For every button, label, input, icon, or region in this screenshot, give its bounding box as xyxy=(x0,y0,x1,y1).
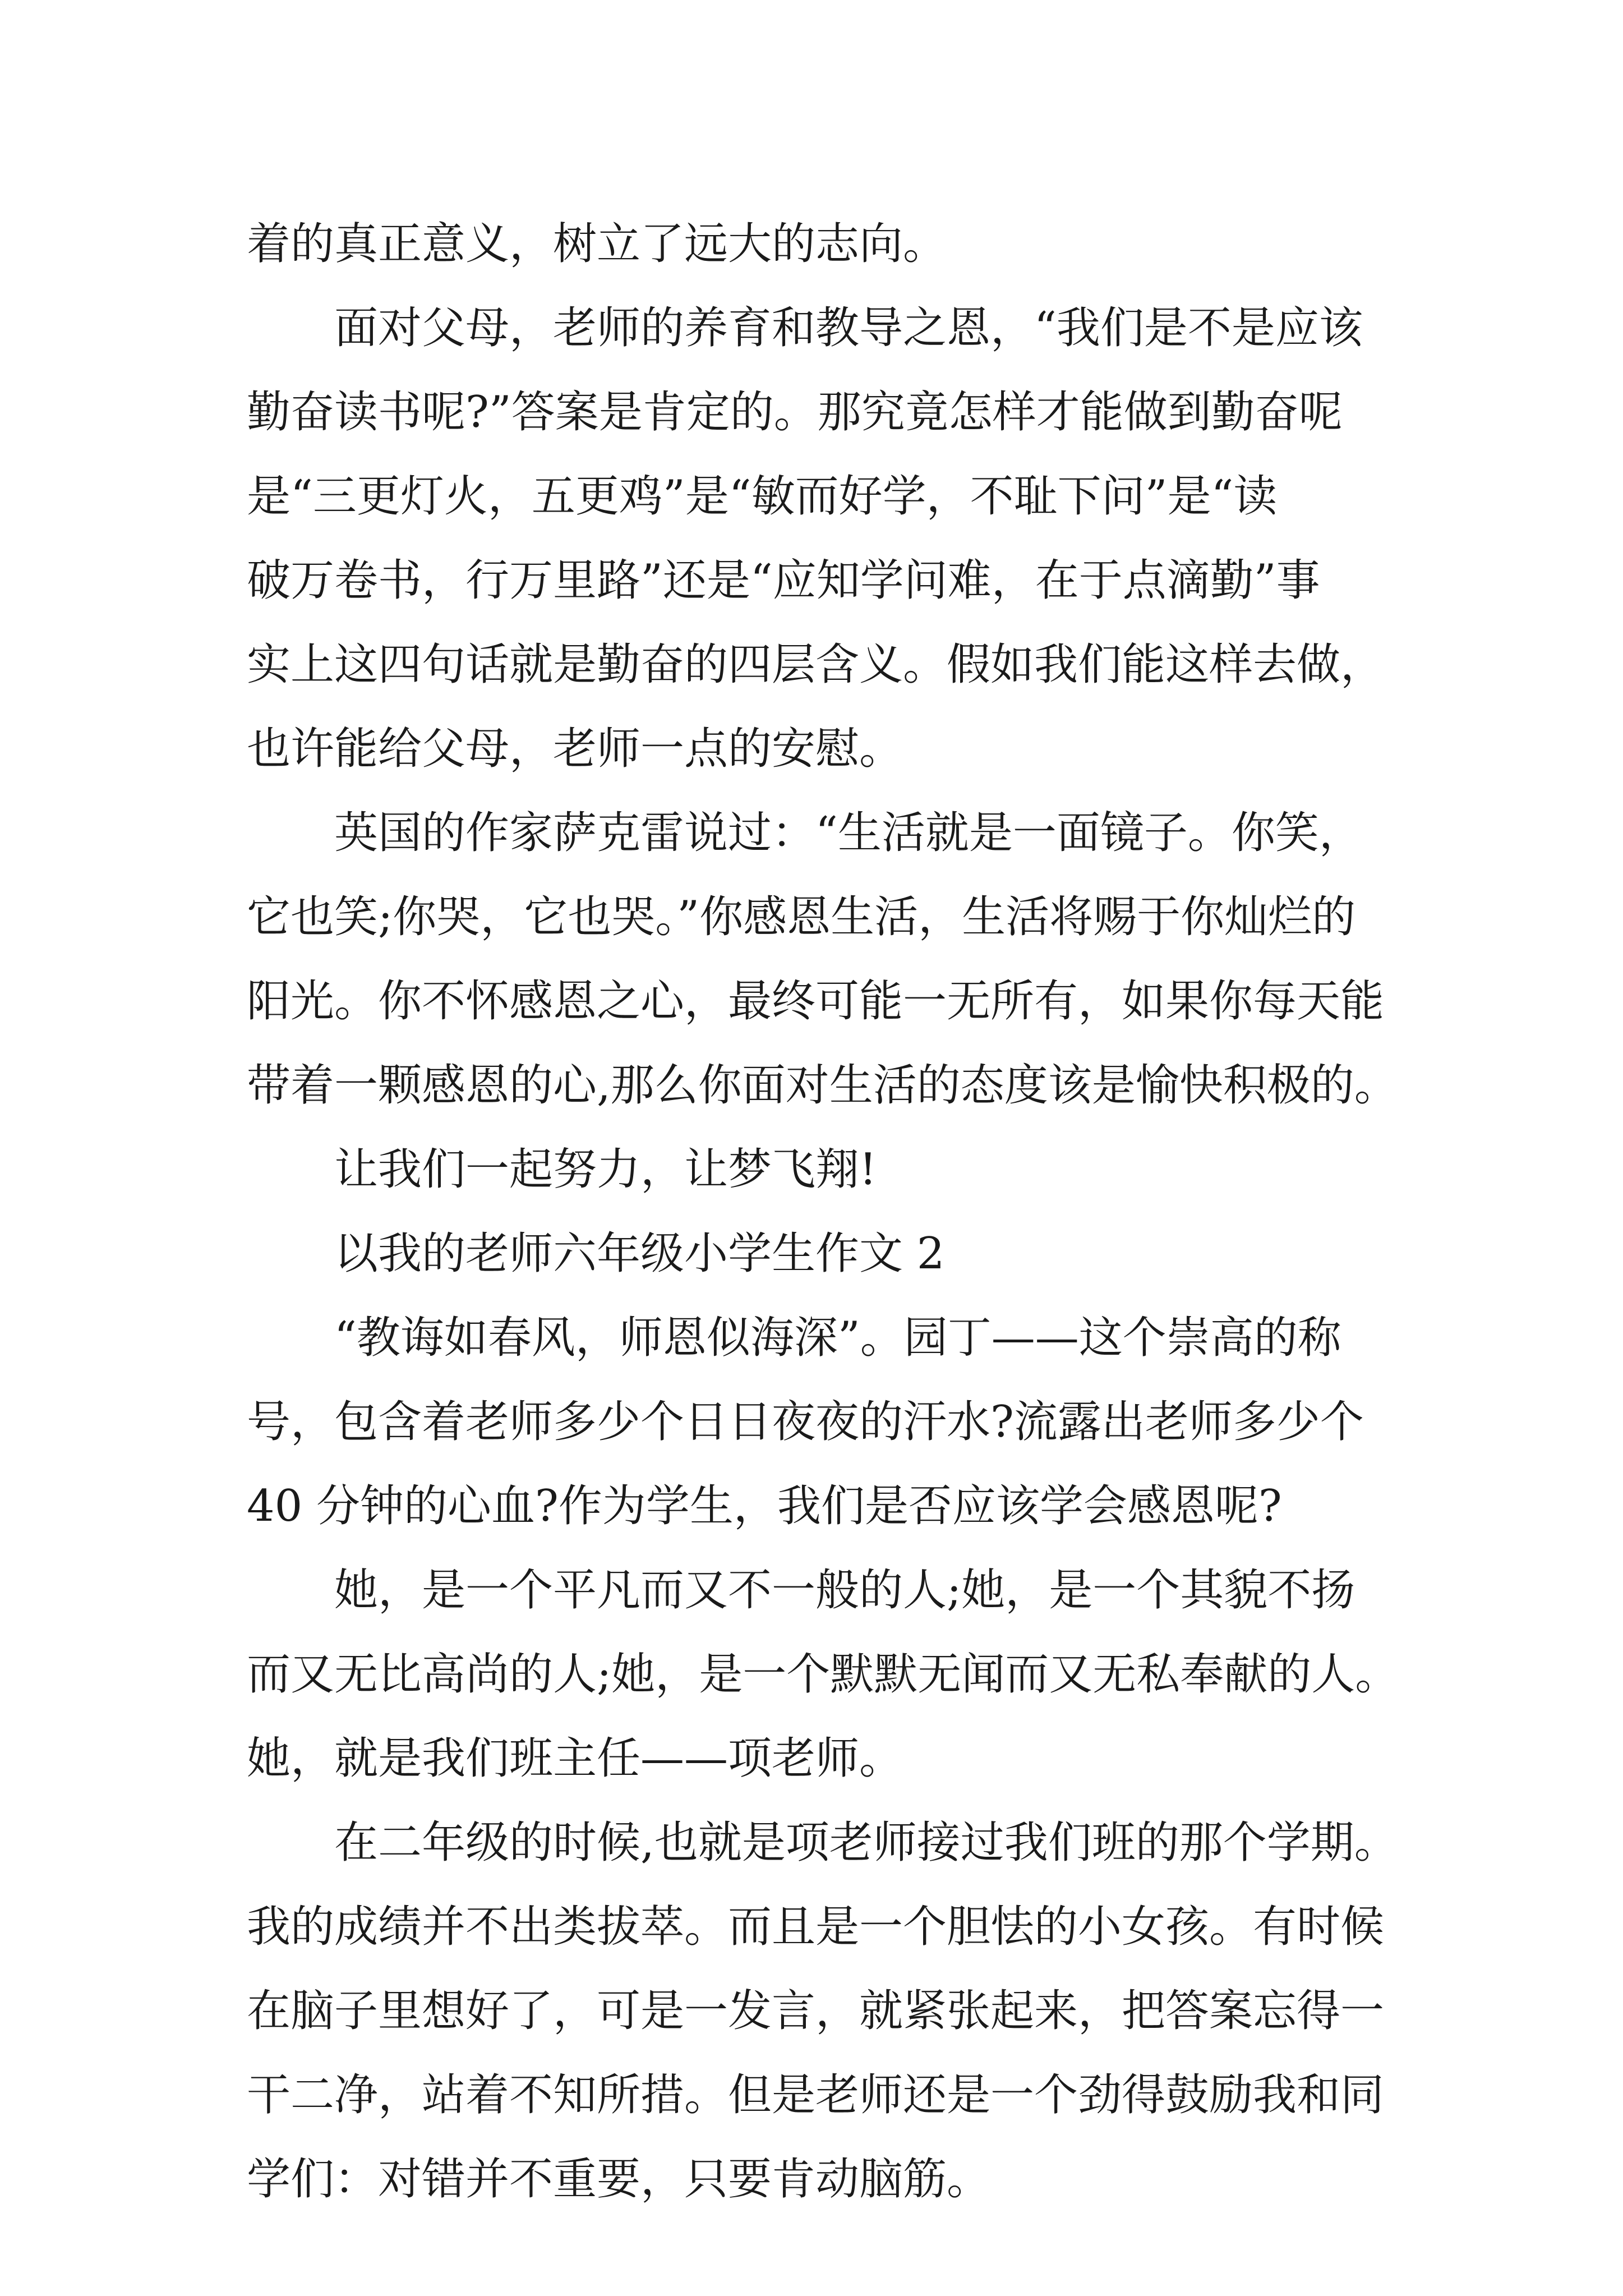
text-line: “教诲如春风，师恩似海深”。园丁——这个崇高的称 xyxy=(334,1313,1341,1363)
text-line: 在脑子里想好了，可是一发言，就紧张起来，把答案忘得一 xyxy=(247,1986,1385,2036)
text-line: 干二净，站着不知所措。但是老师还是一个劲得鼓励我和同 xyxy=(247,2070,1385,2120)
text-line: 阳光。你不怀感恩之心，最终可能一无所有，如果你每天能 xyxy=(247,976,1385,1027)
text-line: 是“三更灯火，五更鸡”是“敏而好学，不耻下问”是“读 xyxy=(247,471,1278,522)
text-line: 号，包含着老师多少个日日夜夜的汗水?流露出老师多少个 xyxy=(247,1397,1364,1447)
text-line: 她，就是我们班主任——项老师。 xyxy=(247,1733,903,1784)
text-line: 也许能给父母，老师一点的安慰。 xyxy=(247,724,903,774)
text-line: 着的真正意义，树立了远大的志向。 xyxy=(247,219,947,269)
text-line: 她，是一个平凡而又不一般的人;她，是一个其貌不扬 xyxy=(334,1565,1355,1616)
text-line: 勤奋读书呢?”答案是肯定的。那究竟怎样才能做到勤奋呢 xyxy=(247,387,1343,438)
text-line: 让我们一起努力，让梦飞翔! xyxy=(334,1144,877,1195)
document-body xyxy=(247,202,1399,2221)
text-line: 40 分钟的心血?作为学生，我们是否应该学会感恩呢? xyxy=(247,1481,1282,1531)
text-line: 面对父母，老师的养育和教导之恩，“我们是不是应该 xyxy=(334,303,1363,353)
text-line: 以我的老师六年级小学生作文 2 xyxy=(334,1228,945,1279)
text-line: 它也笑;你哭，它也哭。”你感恩生活，生活将赐于你灿烂的 xyxy=(247,892,1356,942)
text-line: 破万卷书，行万里路”还是“应知学问难，在于点滴勤”事 xyxy=(247,555,1320,606)
text-line: 英国的作家萨克雷说过：“生活就是一面镜子。你笑， xyxy=(334,808,1363,858)
text-line: 我的成绩并不出类拔萃。而且是一个胆怯的小女孩。有时候 xyxy=(247,1902,1385,1952)
text-line: 带着一颗感恩的心,那么你面对生活的态度该是愉快积极的。 xyxy=(247,1060,1398,1111)
text-line: 在二年级的时候,也就是项老师接过我们班的那个学期。 xyxy=(334,1818,1398,1868)
text-line: 而又无比高尚的人;她，是一个默默无闻而又无私奉献的人。 xyxy=(247,1649,1399,1700)
text-line: 实上这四句话就是勤奋的四层含义。假如我们能这样去做， xyxy=(247,639,1385,690)
text-line: 学们：对错并不重要，只要肯动脑筋。 xyxy=(247,2154,991,2205)
